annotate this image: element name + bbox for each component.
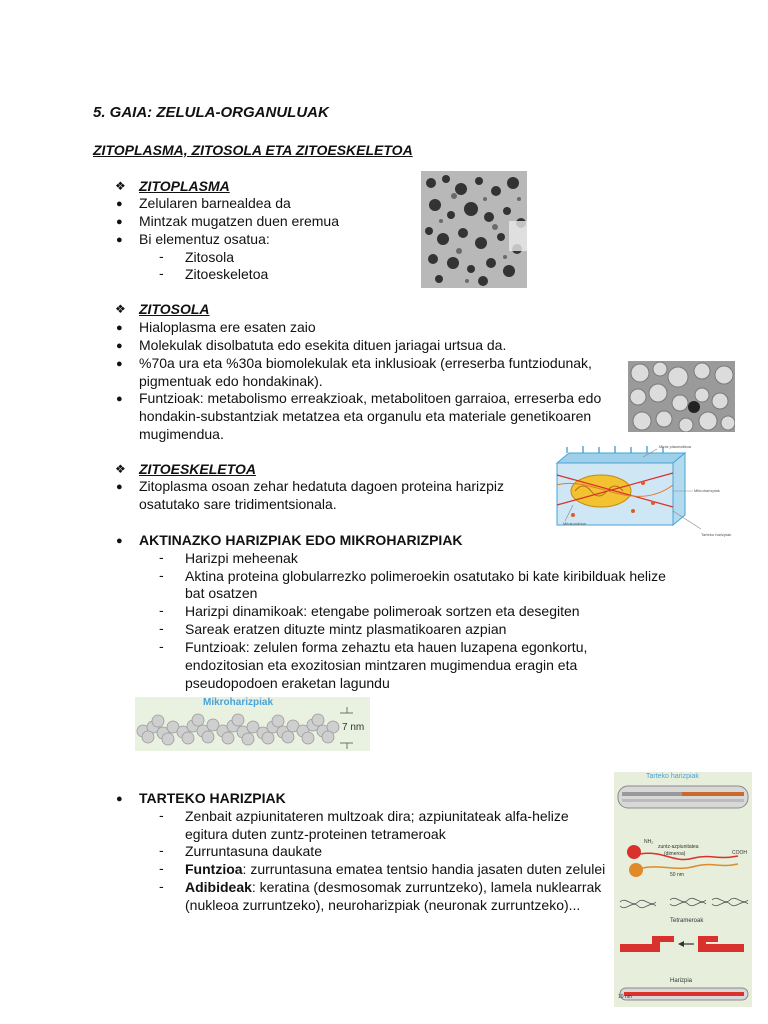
zitoplasma-heading: ZITOPLASMA <box>139 178 230 194</box>
zitosola-heading: ZITOSOLA <box>139 301 210 317</box>
dash-marker: - <box>159 602 164 618</box>
tarteko-heading: TARTEKO HARIZPIAK <box>139 790 286 806</box>
figure-scale-label: 7 nm <box>342 722 365 733</box>
sub-list-item: Aktina proteina globularrezko polimeroekin osatutako bi kate kiribilduak helize <box>185 568 666 584</box>
diamond-bullet-icon: ❖ <box>115 179 126 193</box>
funtzioa-text: : zurruntasuna ematea tentsio handia jasaten duten zelulei <box>242 861 606 877</box>
microfilament-diagram-image <box>135 697 370 751</box>
list-item: Zitoplasma osoan zehar hedatuta dagoen proteina harizpiz <box>139 478 505 494</box>
figure-title: Tarteko harizpiak <box>646 773 699 780</box>
bullet-icon: ● <box>116 793 123 805</box>
figure-label: (dimeroa) <box>664 851 686 857</box>
bullet-icon: ● <box>116 358 123 370</box>
figure-label: NH₂ <box>644 839 654 845</box>
cytoskeleton-diagram-image <box>553 445 733 541</box>
figure-label: COOH <box>732 850 747 856</box>
sub-list-item <box>185 860 605 878</box>
figure-label: 10 nm <box>618 994 632 1000</box>
figure-label: Mikroharizpiak <box>694 488 720 493</box>
dash-marker: - <box>159 620 164 636</box>
adibideak-text: : keratina (desmosomak zurruntzeko), lamela nuklearrak <box>251 879 602 895</box>
list-item: Zelularen barnealdea da <box>139 195 291 211</box>
bullet-icon: ● <box>116 198 123 210</box>
figure-label: Tarteko harizpiak <box>701 532 732 537</box>
dash-marker: - <box>159 549 164 565</box>
list-item: Funtzioak: metabolismo erreakzioak, metabolitoen garraioa, erreserba edo <box>139 390 602 406</box>
sub-list-item-continuation: pseudopodoen eraketan lagundu <box>185 675 390 691</box>
list-item: Hialoplasma ere esaten zaio <box>139 319 316 335</box>
bullet-icon: ● <box>116 216 123 228</box>
page-title: 5. GAIA: ZELULA-ORGANULUAK <box>93 104 329 121</box>
figure-label: Tetrameroak <box>670 918 704 924</box>
funtzioa-label: Funtzioa <box>185 861 243 877</box>
list-item-continuation: pigmentuak edo hondakinak). <box>139 373 323 389</box>
list-item: Molekulak disolbatuta edo esekita dituen jariagai urtsua da. <box>139 337 507 353</box>
section-heading: ZITOPLASMA, ZITOSOLA ETA ZITOESKELETOA <box>93 142 413 158</box>
micrograph-cytoplasm-image <box>421 171 527 288</box>
bullet-icon: ● <box>116 340 123 352</box>
list-item-continuation: osatutako sare tridimentsionala. <box>139 496 337 512</box>
figure-title: Mikroharizpiak <box>203 697 274 708</box>
figure-label: 50 nm <box>670 872 684 878</box>
list-item-continuation: hondakin-substantziak metatzea eta organulu eta materiale genetikoaren <box>139 408 592 424</box>
sub-list-item: Zitoeskeletoa <box>185 266 269 282</box>
zitoeskeletoa-heading: ZITOESKELETOA <box>139 461 256 477</box>
sub-list-item: Zurruntasuna daukate <box>185 843 322 859</box>
adibideak-label: Adibideak <box>185 879 252 895</box>
sub-list-item: Sareak eratzen dituzte mintz plasmatikoaren azpian <box>185 621 507 637</box>
bullet-icon: ● <box>116 393 123 405</box>
sub-list-item: Funtzioak: zelulen forma zehaztu eta hauen luzapena egonkortu, <box>185 639 588 655</box>
bullet-icon: ● <box>116 481 123 493</box>
intermediate-filaments-diagram-image <box>614 772 752 1007</box>
figure-label: Mitokondrioa <box>563 521 586 526</box>
sub-list-item: Harizpi dinamikoak: etengabe polimeroak sortzen eta desegiten <box>185 603 580 619</box>
bullet-icon: ● <box>116 234 123 246</box>
bullet-icon: ● <box>116 535 123 547</box>
aktina-heading: AKTINAZKO HARIZPIAK EDO MIKROHARIZPIAK <box>139 532 463 548</box>
sub-list-item-continuation: bat osatzen <box>185 585 258 601</box>
dash-marker: - <box>159 567 164 583</box>
micrograph-cytosol-image <box>628 361 735 432</box>
list-item: Bi elementuz osatua: <box>139 231 270 247</box>
dash-marker: - <box>159 248 164 264</box>
sub-list-item: Harizpi meheenak <box>185 550 298 566</box>
bullet-icon: ● <box>116 322 123 334</box>
dash-marker: - <box>159 265 164 281</box>
list-item: %70a ura eta %30a biomolekulak eta inklusioak (erreserba funtziodunak, <box>139 355 592 371</box>
dash-marker: - <box>159 638 164 654</box>
sub-list-item-continuation: endozitosian eta exozitosian mintzaren mugimendua eragin eta <box>185 657 578 673</box>
sub-list-item: Zitosola <box>185 249 235 265</box>
list-item: Mintzak mugatzen duen eremua <box>139 213 339 229</box>
dash-marker: - <box>159 860 164 876</box>
dash-marker: - <box>159 878 164 894</box>
sub-list-item-continuation: egitura duten zuntz-proteinen tetrameroak <box>185 826 446 842</box>
sub-list-item-continuation: (nukleoa zurruntzeko), neuroharizpiak (neuronak zurruntzeko)... <box>185 897 581 913</box>
dash-marker: - <box>159 842 164 858</box>
dash-marker: - <box>159 807 164 823</box>
diamond-bullet-icon: ❖ <box>115 462 126 476</box>
figure-label: zuntz-azpiunitatea <box>658 844 699 850</box>
sub-list-item <box>185 878 601 896</box>
sub-list-item: Zenbait azpiunitateren multzoak dira; azpiunitateak alfa-helize <box>185 808 569 824</box>
diamond-bullet-icon: ❖ <box>115 302 126 316</box>
figure-label: Mintz plasmatikoa <box>659 445 692 449</box>
figure-label: Harizpia <box>670 978 693 984</box>
list-item-continuation: mugimendua. <box>139 426 224 442</box>
